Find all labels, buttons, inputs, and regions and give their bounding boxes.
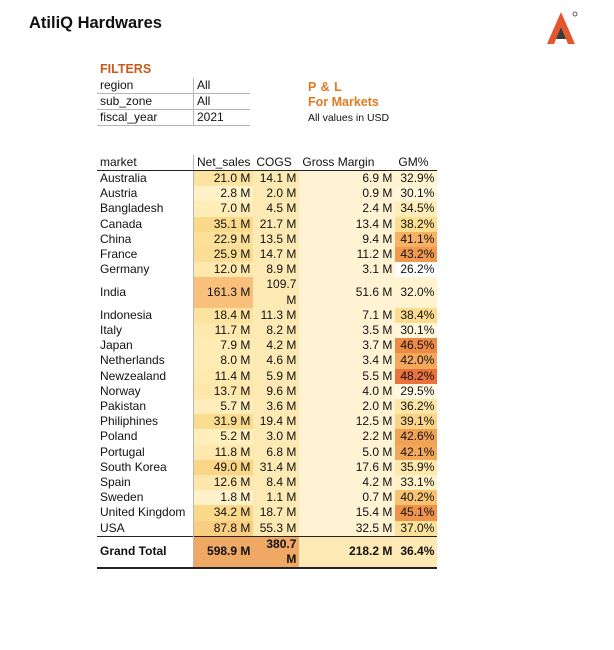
cell-gm-percent: 38.4% <box>395 308 437 323</box>
cell-net-sales: 12.0 M <box>194 262 254 277</box>
cell-cogs: 3.0 M <box>253 429 299 444</box>
table-row <box>97 232 437 247</box>
cell-gm-percent: 30.1% <box>395 186 437 201</box>
cell-net-sales: 161.3 M <box>194 277 254 307</box>
total-cell-gross-margin: 218.2 M <box>299 536 395 568</box>
cell-net-sales: 34.2 M <box>194 505 254 520</box>
cell-net-sales: 25.9 M <box>194 247 254 262</box>
cell-cogs: 8.2 M <box>253 323 299 338</box>
cell-cogs: 14.1 M <box>253 171 299 187</box>
cell-gross-margin: 2.4 M <box>299 201 395 216</box>
table-row <box>97 429 437 444</box>
cell-market: Sweden <box>100 490 144 505</box>
table-row <box>97 490 437 505</box>
cell-market: Japan <box>100 338 133 353</box>
cell-cogs: 13.5 M <box>253 232 299 247</box>
cell-gross-margin: 9.4 M <box>299 232 395 247</box>
total-cell-net-sales: 598.9 M <box>194 536 254 568</box>
total-cell-cogs: 380.7 M <box>253 536 299 568</box>
cell-net-sales: 35.1 M <box>194 217 254 232</box>
cell-market: Poland <box>100 429 138 444</box>
cell-gross-margin: 3.7 M <box>299 338 395 353</box>
cell-cogs: 4.2 M <box>253 338 299 353</box>
table-header-row <box>97 155 437 171</box>
table-row <box>97 521 437 537</box>
cell-net-sales: 13.7 M <box>194 384 254 399</box>
cell-net-sales: 49.0 M <box>194 460 254 475</box>
atliq-logo-icon <box>544 10 578 46</box>
table-row <box>97 186 437 201</box>
cell-gross-margin: 3.1 M <box>299 262 395 277</box>
filter-value[interactable]: All <box>194 78 251 94</box>
cell-gross-margin: 12.5 M <box>299 414 395 429</box>
cell-gm-percent: 33.1% <box>395 475 437 490</box>
table-row <box>97 414 437 429</box>
cell-gm-percent: 35.9% <box>395 460 437 475</box>
cell-market: Philiphines <box>100 414 159 429</box>
cell-market: USA <box>100 520 125 535</box>
cell-net-sales: 8.0 M <box>194 353 254 368</box>
report-subtitle: For Markets <box>308 95 379 109</box>
cell-cogs: 19.4 M <box>253 414 299 429</box>
cell-cogs: 1.1 M <box>253 490 299 505</box>
cell-gm-percent: 37.0% <box>395 521 437 537</box>
cell-market: Italy <box>100 323 123 338</box>
cell-cogs: 8.4 M <box>253 475 299 490</box>
table-row <box>97 475 437 490</box>
filter-row-sub-zone[interactable] <box>97 94 250 110</box>
cell-gross-margin: 11.2 M <box>299 247 395 262</box>
table-row <box>97 369 437 384</box>
table-row <box>97 338 437 353</box>
header-market[interactable]: market <box>97 155 194 171</box>
cell-net-sales: 2.8 M <box>194 186 254 201</box>
cell-market: Newzealand <box>100 368 167 383</box>
header-net-sales[interactable]: Net_sales <box>194 155 254 171</box>
cell-net-sales: 1.8 M <box>194 490 254 505</box>
table-row <box>97 399 437 414</box>
cell-net-sales: 18.4 M <box>194 308 254 323</box>
cell-cogs: 2.0 M <box>253 186 299 201</box>
header-gross-margin[interactable]: Gross Margin <box>299 155 395 171</box>
cell-market: Germany <box>100 262 150 277</box>
cell-market: Norway <box>100 383 141 398</box>
cell-gross-margin: 3.5 M <box>299 323 395 338</box>
cell-gross-margin: 4.0 M <box>299 384 395 399</box>
cell-market: United Kingdom <box>100 505 186 520</box>
cell-gm-percent: 48.2% <box>395 369 437 384</box>
cell-market: Portugal <box>100 444 145 459</box>
cell-gm-percent: 32.9% <box>395 171 437 187</box>
cell-net-sales: 22.9 M <box>194 232 254 247</box>
filters-label: FILTERS <box>100 62 152 76</box>
table-row <box>97 445 437 460</box>
cell-market: Indonesia <box>100 307 153 322</box>
table-row <box>97 323 437 338</box>
cell-gm-percent: 34.5% <box>395 201 437 216</box>
table-row <box>97 217 437 232</box>
table-row <box>97 353 437 368</box>
cell-market: Canada <box>100 216 143 231</box>
table-row <box>97 247 437 262</box>
cell-gm-percent: 26.2% <box>395 262 437 277</box>
cell-net-sales: 5.7 M <box>194 399 254 414</box>
cell-market: Australia <box>100 171 147 185</box>
cell-net-sales: 87.8 M <box>194 521 254 537</box>
filter-value[interactable]: All <box>194 94 251 110</box>
table-row <box>97 201 437 216</box>
cell-net-sales: 7.9 M <box>194 338 254 353</box>
cell-gross-margin: 4.2 M <box>299 475 395 490</box>
cell-gross-margin: 7.1 M <box>299 308 395 323</box>
cell-net-sales: 11.4 M <box>194 369 254 384</box>
cell-gross-margin: 51.6 M <box>299 277 395 307</box>
cell-cogs: 6.8 M <box>253 445 299 460</box>
cell-gross-margin: 6.9 M <box>299 171 395 187</box>
filter-value[interactable]: 2021 <box>194 110 251 126</box>
cell-gm-percent: 42.6% <box>395 429 437 444</box>
cell-gm-percent: 38.2% <box>395 217 437 232</box>
cell-gross-margin: 2.0 M <box>299 399 395 414</box>
report-note: All values in USD <box>308 112 390 124</box>
cell-net-sales: 5.2 M <box>194 429 254 444</box>
cell-gross-margin: 17.6 M <box>299 460 395 475</box>
table-row <box>97 171 437 187</box>
cell-cogs: 21.7 M <box>253 217 299 232</box>
cell-cogs: 11.3 M <box>253 308 299 323</box>
cell-cogs: 18.7 M <box>253 505 299 520</box>
cell-net-sales: 21.0 M <box>194 171 254 187</box>
table-row <box>97 460 437 475</box>
cell-gm-percent: 30.1% <box>395 323 437 338</box>
cell-gm-percent: 43.2% <box>395 247 437 262</box>
cell-cogs: 4.6 M <box>253 353 299 368</box>
cell-net-sales: 31.9 M <box>194 414 254 429</box>
cell-gm-percent: 45.1% <box>395 505 437 520</box>
table-row <box>97 505 437 520</box>
cell-cogs: 109.7 M <box>253 277 299 307</box>
cell-cogs: 9.6 M <box>253 384 299 399</box>
cell-market: India <box>100 285 127 300</box>
cell-gm-percent: 46.5% <box>395 338 437 353</box>
cell-gm-percent: 39.1% <box>395 414 437 429</box>
pl-table <box>97 155 437 569</box>
total-cell-market: Grand Total <box>97 536 194 568</box>
cell-net-sales: 7.0 M <box>194 201 254 216</box>
cell-cogs: 8.9 M <box>253 262 299 277</box>
cell-gross-margin: 2.2 M <box>299 429 395 444</box>
cell-market: Netherlands <box>100 353 165 368</box>
cell-cogs: 4.5 M <box>253 201 299 216</box>
table-row <box>97 384 437 399</box>
cell-gm-percent: 36.2% <box>395 399 437 414</box>
cell-gm-percent: 32.0% <box>395 277 437 307</box>
cell-market: South Korea <box>100 459 167 474</box>
cell-gross-margin: 3.4 M <box>299 353 395 368</box>
cell-gross-margin: 13.4 M <box>299 217 395 232</box>
grand-total-row <box>97 536 437 568</box>
table-row <box>97 262 437 277</box>
cell-market: Spain <box>100 475 131 490</box>
cell-gm-percent: 42.1% <box>395 445 437 460</box>
cell-cogs: 5.9 M <box>253 369 299 384</box>
table-row <box>97 277 437 307</box>
cell-cogs: 55.3 M <box>253 521 299 537</box>
cell-cogs: 14.7 M <box>253 247 299 262</box>
cell-gm-percent: 41.1% <box>395 232 437 247</box>
cell-net-sales: 12.6 M <box>194 475 254 490</box>
cell-cogs: 31.4 M <box>253 460 299 475</box>
cell-gross-margin: 5.0 M <box>299 445 395 460</box>
cell-gross-margin: 0.7 M <box>299 490 395 505</box>
cell-gm-percent: 40.2% <box>395 490 437 505</box>
cell-gross-margin: 0.9 M <box>299 186 395 201</box>
cell-market: China <box>100 231 132 246</box>
cell-gm-percent: 29.5% <box>395 384 437 399</box>
cell-gross-margin: 15.4 M <box>299 505 395 520</box>
cell-cogs: 3.6 M <box>253 399 299 414</box>
header-gm-percent[interactable]: GM% <box>395 155 437 171</box>
total-cell-gm-percent: 36.4% <box>395 536 437 568</box>
filter-key: region <box>97 78 194 94</box>
cell-market: Pakistan <box>100 399 147 414</box>
cell-market: Austria <box>100 186 138 201</box>
app-title: AtiliQ Hardwares <box>29 14 162 32</box>
filter-row-fiscal-year[interactable] <box>97 110 250 126</box>
cell-net-sales: 11.8 M <box>194 445 254 460</box>
header-cogs[interactable]: COGS <box>253 155 299 171</box>
cell-net-sales: 11.7 M <box>194 323 254 338</box>
filter-key: fiscal_year <box>97 110 194 126</box>
cell-gm-percent: 42.0% <box>395 353 437 368</box>
report-title: P & L <box>308 80 343 94</box>
table-row <box>97 308 437 323</box>
cell-gross-margin: 5.5 M <box>299 369 395 384</box>
filter-row-region[interactable] <box>97 78 250 94</box>
cell-market: France <box>100 247 138 262</box>
cell-market: Bangladesh <box>100 201 164 216</box>
filter-key: sub_zone <box>97 94 194 110</box>
filters-table <box>97 78 250 126</box>
cell-gross-margin: 32.5 M <box>299 521 395 537</box>
